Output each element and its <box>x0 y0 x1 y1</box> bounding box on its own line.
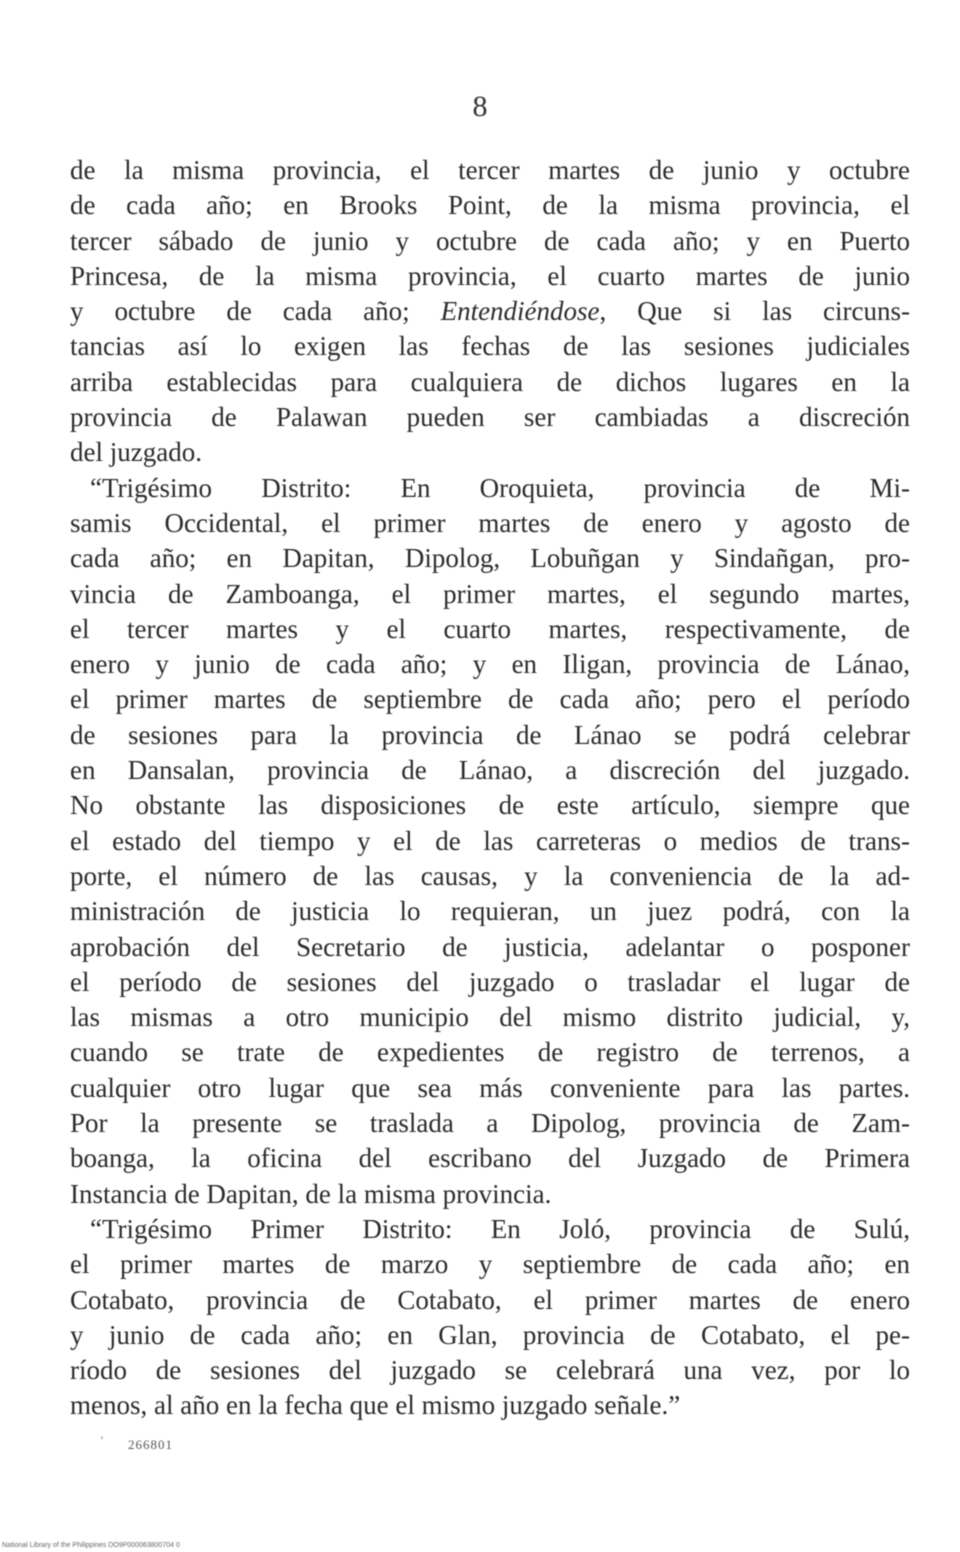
page-number: 8 <box>472 90 488 123</box>
text-line: menos, al año en la fecha que el mismo juzgado señale.” <box>70 1390 681 1421</box>
text-line: porte, el número de las causas, y la conveniencia de la ad- <box>70 860 910 891</box>
text-line: del juzgado. <box>70 437 202 468</box>
text-line: Cotabato, provincia de Cotabato, el primer martes de enero <box>70 1284 910 1315</box>
text-line: de la misma provincia, el tercer martes de junio y octubre <box>70 155 910 185</box>
text-line: el primer martes de marzo y septiembre de cada año; en <box>70 1249 910 1280</box>
text-line-with-italic <box>70 294 910 329</box>
tick-mark-icon: ʻ <box>100 1433 105 1447</box>
text-line: cuando se trate de expedientes de registro de terrenos, a <box>70 1037 910 1068</box>
text-line: tercer sábado de junio y octubre de cada año; y en Puerto <box>70 225 910 256</box>
paragraph-start-line: “Trigésimo Primer Distrito: En Joló, provincia de Sulú, <box>90 1213 910 1244</box>
text-segment: , Que si las circuns- <box>599 296 910 327</box>
text-line: Instancia de Dapitan, de la misma provincia. <box>70 1178 552 1209</box>
text-line: el tercer martes y el cuarto martes, respectivamente, de <box>70 613 910 644</box>
printer-code <box>100 1433 173 1453</box>
text-line: No obstante las disposiciones de este artículo, siempre que <box>70 790 910 821</box>
paragraph-start-line: “Trigésimo Distrito: En Oroquieta, provincia de Mi- <box>90 472 910 503</box>
text-line: y junio de cada año; en Glan, provincia de Cotabato, el pe- <box>70 1319 910 1350</box>
text-line: el primer martes de septiembre de cada año; pero el período <box>70 684 910 715</box>
text-line: arriba establecidas para cualquiera de dichos lugares en la <box>70 366 910 397</box>
text-line: tancias así lo exigen las fechas de las sesiones judiciales <box>70 331 910 362</box>
printer-code-text: 266801 <box>128 1437 173 1452</box>
text-line: enero y junio de cada año; y en Iligan, provincia de Lánao, <box>70 649 910 680</box>
text-line: boanga, la oficina del escribano del Juzgado de Primera <box>70 1143 910 1174</box>
text-line: aprobación del Secretario de justicia, adelantar o posponer <box>70 931 910 962</box>
text-line: samis Occidental, el primer martes de enero y agosto de <box>70 507 910 538</box>
text-line: el estado del tiempo y el de las carreteras o medios de trans- <box>70 825 910 856</box>
text-line: cualquier otro lugar que sea más conveniente para las partes. <box>70 1072 910 1103</box>
text-line: en Dansalan, provincia de Lánao, a discreción del juzgado. <box>70 755 910 786</box>
text-line: ríodo de sesiones del juzgado se celebrará una vez, por lo <box>70 1355 910 1386</box>
text-line: Princesa, de la misma provincia, el cuarto martes de junio <box>70 260 910 291</box>
text-line: provincia de Palawan pueden ser cambiadas a discreción <box>70 402 910 433</box>
body-text <box>70 153 910 1424</box>
text-segment: y octubre de cada año; <box>70 296 441 327</box>
text-line: cada año; en Dapitan, Dipolog, Lobuñgan y Sindañgan, pro- <box>70 543 910 574</box>
text-line: de cada año; en Brooks Point, de la misma provincia, el <box>70 190 910 221</box>
text-line: vincia de Zamboanga, el primer martes, el segundo martes, <box>70 578 910 609</box>
italic-term: Entendiéndose <box>440 296 600 327</box>
library-stamp: National Library of the Philippines DO9P000063800704 0 <box>2 1542 180 1549</box>
text-line: las mismas a otro municipio del mismo distrito judicial, y, <box>70 1002 910 1033</box>
text-line: de sesiones para la provincia de Lánao se podrá celebrar <box>70 719 910 750</box>
text-line: el período de sesiones del juzgado o trasladar el lugar de <box>70 966 910 997</box>
text-line: ministración de justicia lo requieran, un juez podrá, con la <box>70 896 910 927</box>
text-line: Por la presente se traslada a Dipolog, provincia de Zam- <box>70 1108 910 1139</box>
